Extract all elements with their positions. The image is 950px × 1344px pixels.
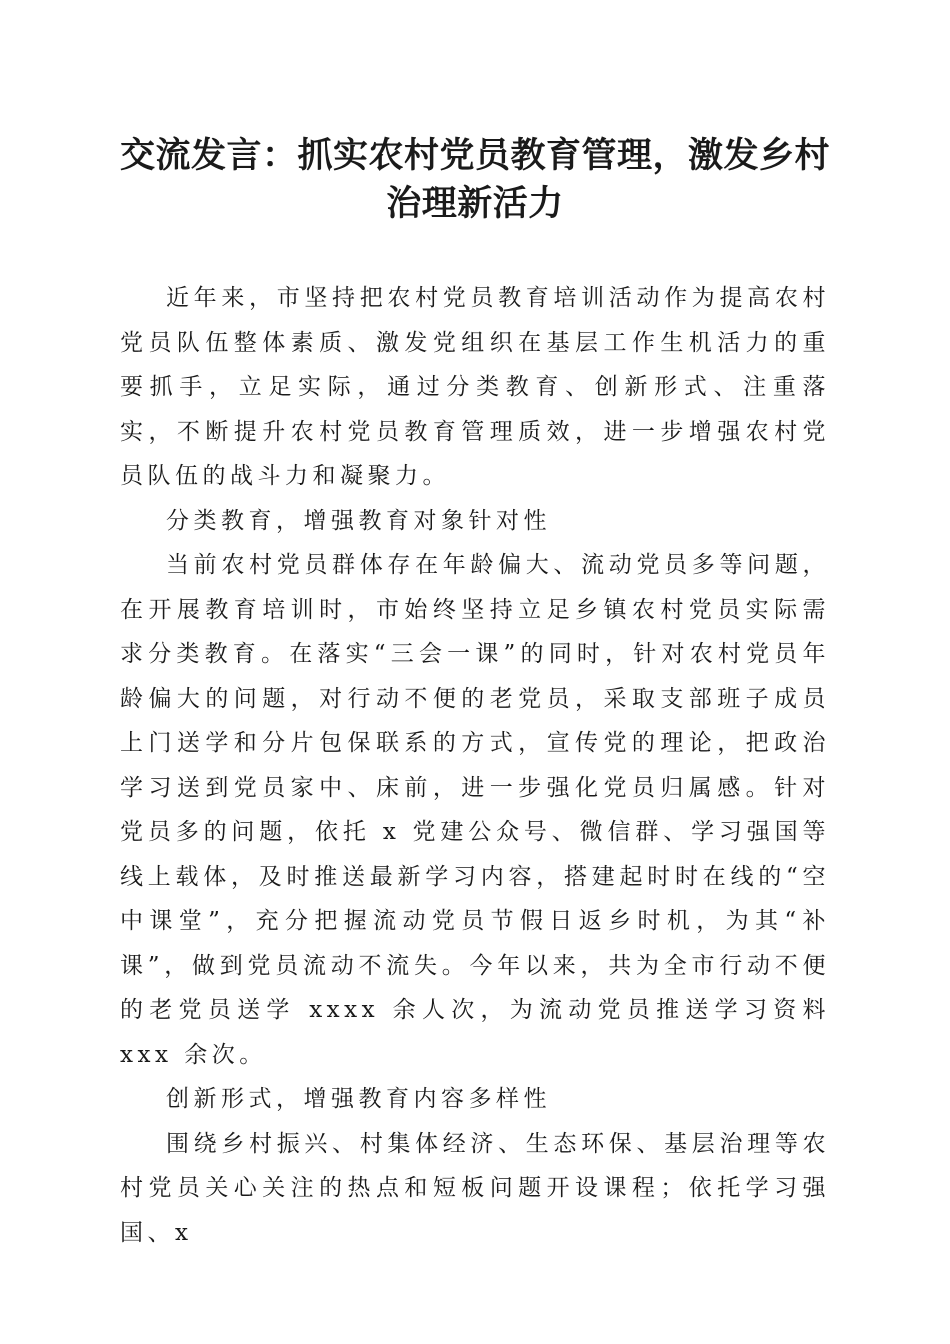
document-title: 交流发言：抓实农村党员教育管理，激发乡村治理新活力: [119, 136, 830, 224]
section-heading-classified-education: 分类教育，增强教育对象针对性: [166, 507, 551, 534]
paragraph-intro: 近年来，市坚持把农村党员教育培训活动作为提高农村党员队伍整体素质、激发党组织在基层工作生机活力的重要抓手，立足实际，通过分类教育、创新形式、注重落实，不断提升农村党员教育管理质效，进一步增强农村党员队伍的战斗力和凝聚力。: [120, 285, 830, 489]
section-heading-innovative-forms: 创新形式，增强教育内容多样性: [166, 1086, 551, 1112]
paragraph-innovative-forms: 围绕乡村振兴、村集体经济、生态环保、基层治理等农村党员关心关注的热点和短板问题开设课程；依托学习强国、x: [120, 1130, 830, 1246]
paragraph-classified-education: 当前农村党员群体存在年龄偏大、流动党员多等问题，在开展教育培训时，市始终坚持立足乡镇农村党员实际需求分类教育。在落实“三会一课”的同时，针对农村党员年龄偏大的问题，对行动不便的老党员，采取支部班子成员上门送学和分片包保联系的方式，宣传党的理论，把政治学习送到党员家中、床前，进一步强化党员归属感。针对党员多的问题，依托 x 党建公众号、微信群、学习强国等线上载体，及时推送最新学习内容，搭建起时时在线的“空中课堂”，充分把握流动党员节假日返乡时机，为其“补课”，做到党员流动不流失。今年以来，共为全市行动不便的老党员送学 xxxx 余人次，为流动党员推送学习资料 xxx 余次。: [120, 552, 830, 1068]
document-body: [120, 276, 830, 1255]
